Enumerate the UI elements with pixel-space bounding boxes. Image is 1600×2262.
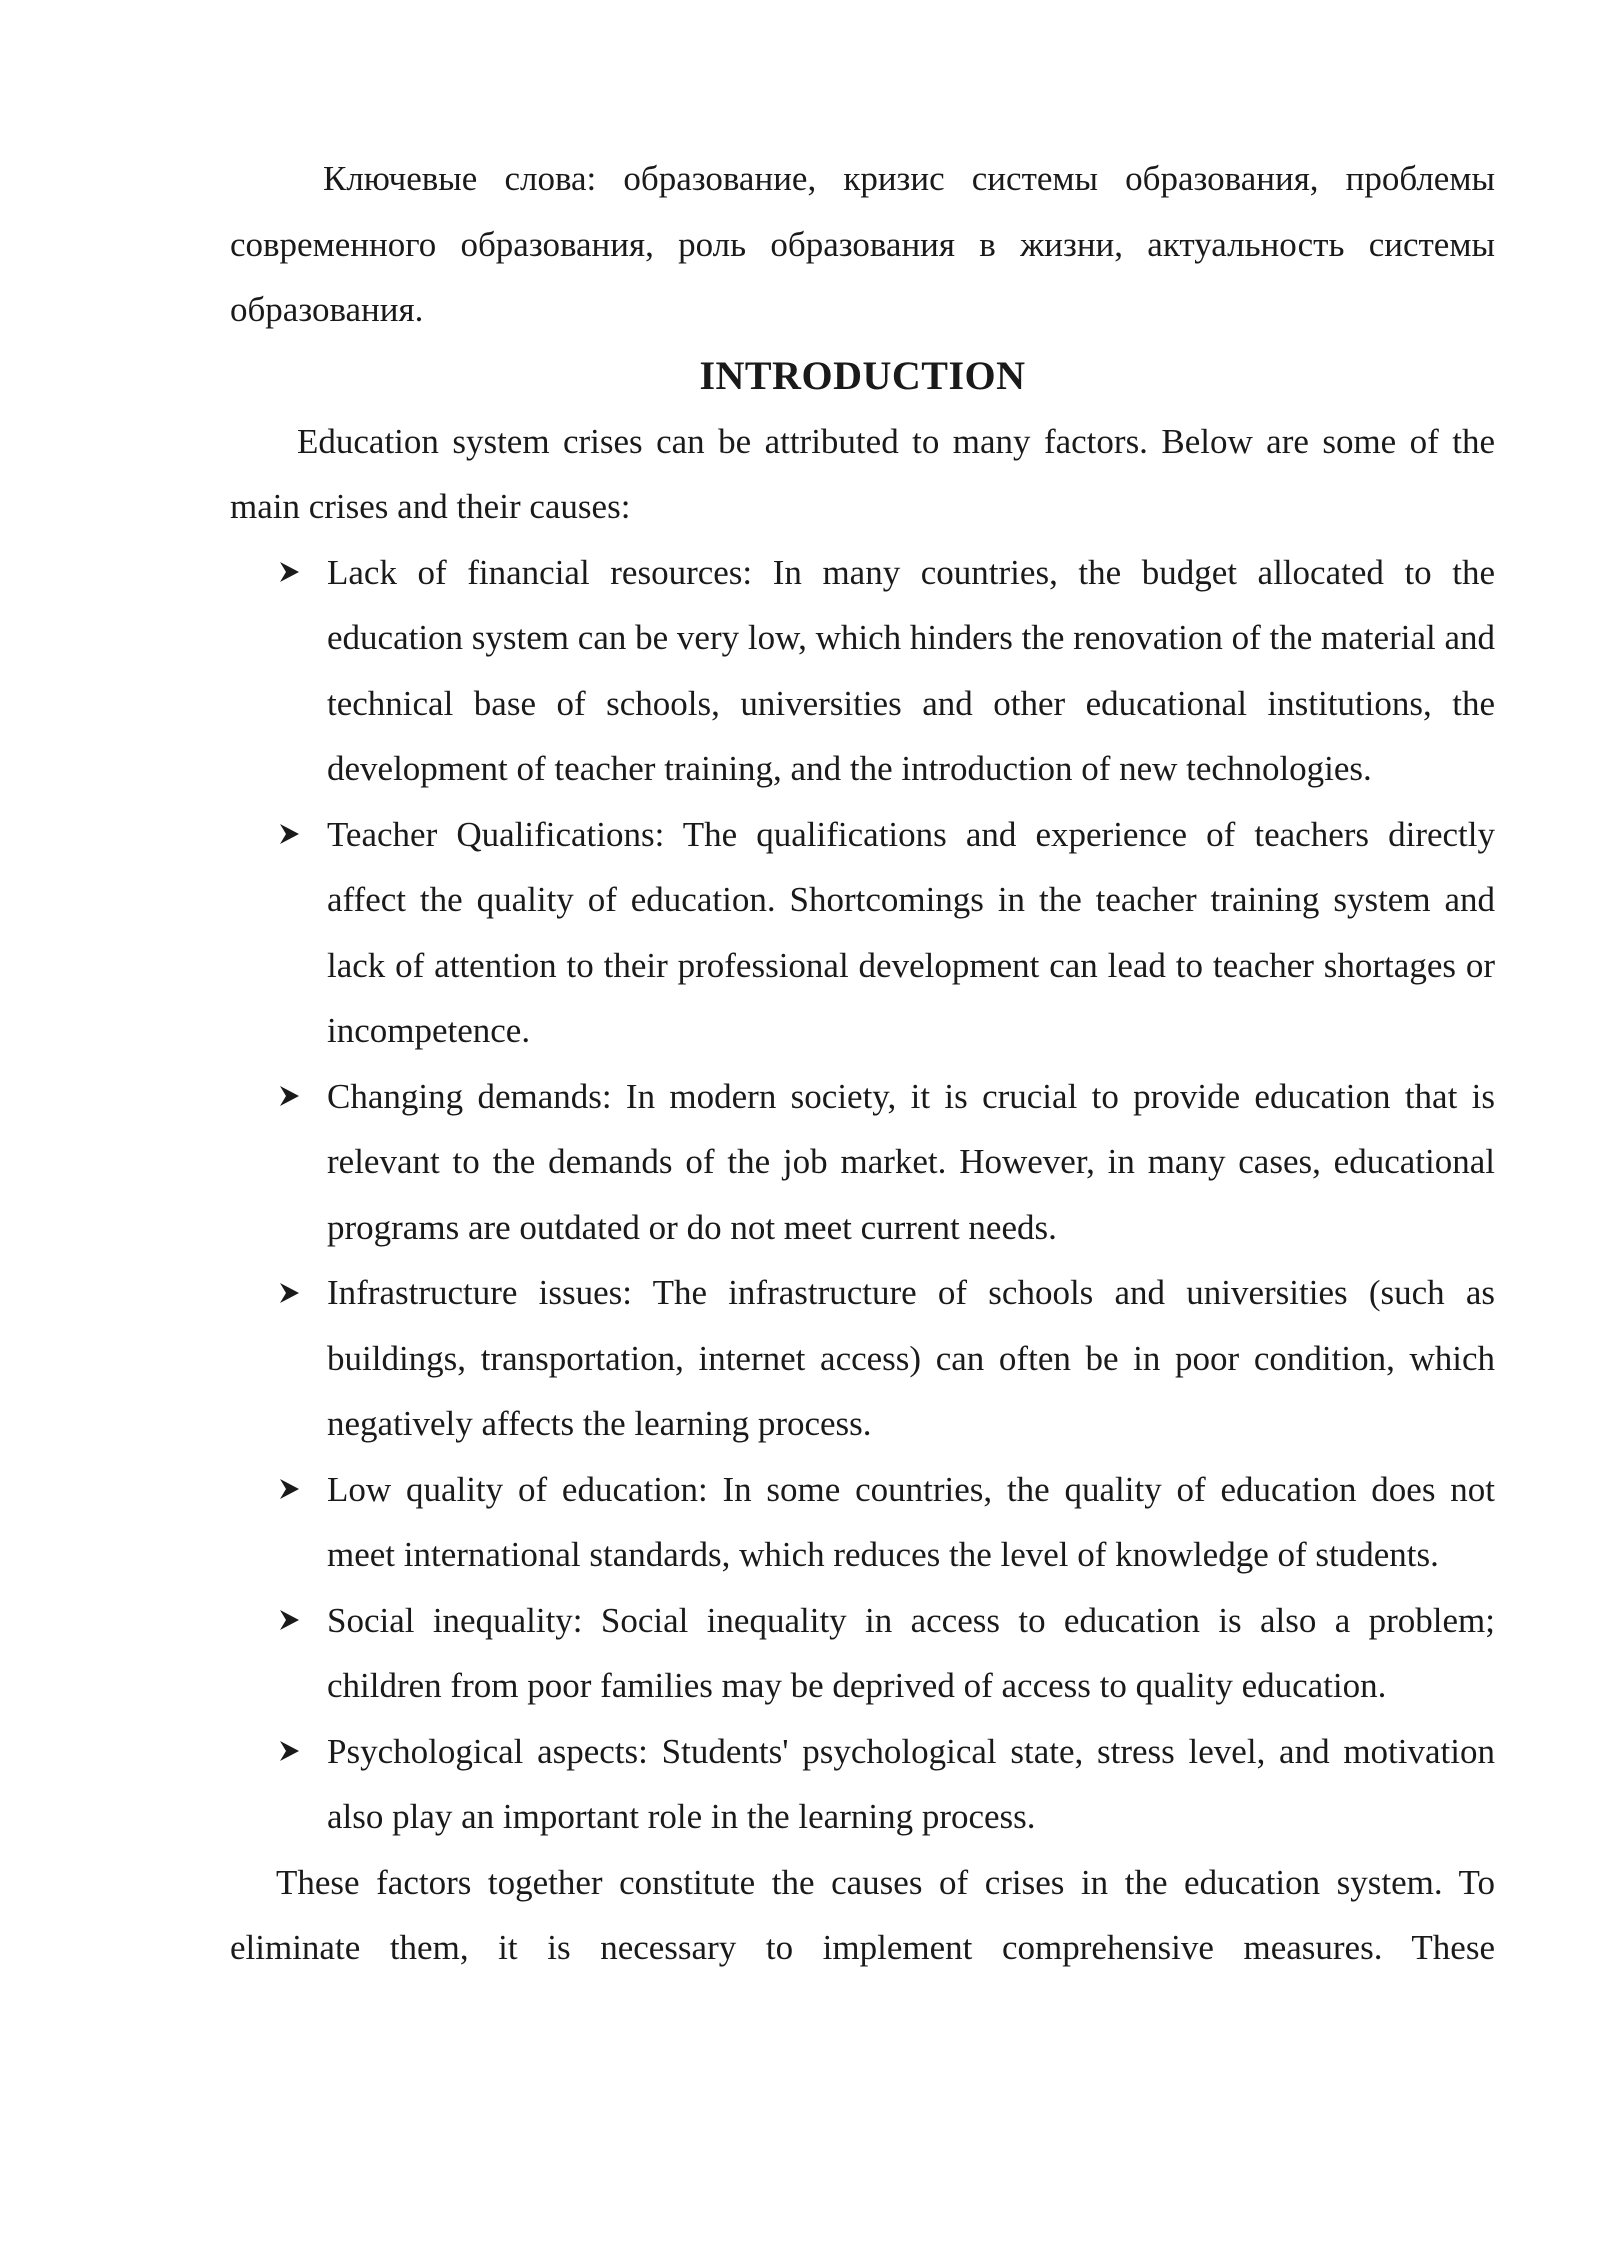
arrowhead-bullet-icon — [278, 540, 302, 606]
list-item-text: Changing demands: In modern society, it is crucial to provide education that is relevant to the demands of the job market. However, in many cases, educational programs are outdated or do not meet current needs. — [327, 1076, 1495, 1247]
list-item — [230, 1260, 1495, 1457]
document-page — [230, 146, 1495, 1981]
list-item-text: Psychological aspects: Students' psychological state, stress level, and motivation also play an important role in the learning process. — [327, 1731, 1495, 1836]
crisis-causes-list — [230, 540, 1495, 1850]
arrowhead-bullet-icon — [278, 1719, 302, 1785]
keywords-paragraph: Ключевые слова: образование, кризис системы образования, проблемы современного образования, роль образования в жизни, актуальность системы образования. — [230, 159, 1495, 329]
list-item-text: Low quality of education: In some countries, the quality of education does not meet international standards, which reduces the level of knowledge of students. — [327, 1469, 1495, 1574]
list-item-text: Infrastructure issues: The infrastructure of schools and universities (such as buildings, transportation, internet access) can often be in poor condition, which negatively affects the learning process. — [327, 1273, 1495, 1443]
arrowhead-bullet-icon — [278, 1064, 302, 1130]
intro-paragraph: Education system crises can be attributed to many factors. Below are some of the main crises and their causes: — [230, 421, 1495, 526]
arrowhead-bullet-icon — [278, 1260, 302, 1326]
list-item — [230, 1719, 1495, 1850]
list-item-text: Social inequality: Social inequality in access to education is also a problem; children from poor families may be deprived of access to quality education. — [327, 1600, 1495, 1705]
list-item-text: Teacher Qualifications: The qualifications and experience of teachers directly affect the quality of education. Shortcomings in the teacher training system and lack of attention to their professional development can lead to teacher shortages or incompetence. — [327, 814, 1495, 1050]
section-heading: INTRODUCTION — [699, 352, 1026, 398]
list-item — [230, 1457, 1495, 1588]
list-item-text: Lack of financial resources: In many countries, the budget allocated to the education system can be very low, which hinders the renovation of the material and technical base of schools, universities and other educational institutions, the development of teacher training, and the introduction of new technologies. — [327, 552, 1495, 788]
list-item — [230, 1064, 1495, 1261]
list-item — [230, 1588, 1495, 1719]
arrowhead-bullet-icon — [278, 1457, 302, 1523]
list-item — [230, 540, 1495, 802]
arrowhead-bullet-icon — [278, 802, 302, 868]
arrowhead-bullet-icon — [278, 1588, 302, 1654]
list-item — [230, 802, 1495, 1064]
closing-paragraph: These factors together constitute the causes of crises in the education system. To eliminate them, it is necessary to implement comprehensive measures. These — [230, 1862, 1495, 1967]
